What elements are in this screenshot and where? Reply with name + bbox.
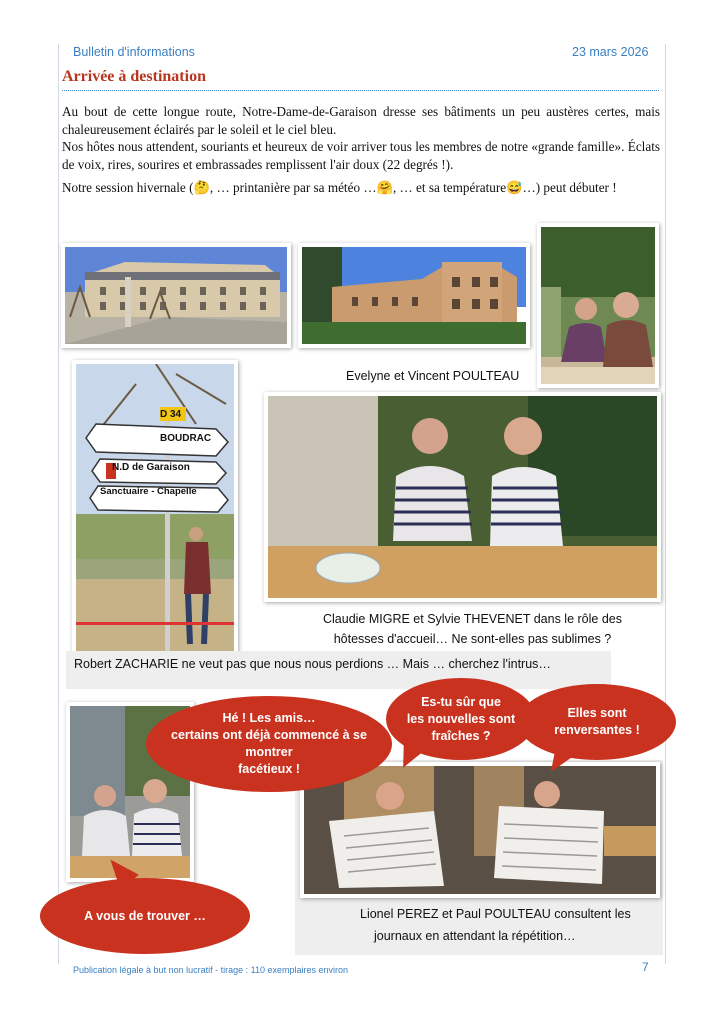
- photo-newspaper-readers: [300, 762, 660, 898]
- page-title: Arrivée à destination: [62, 68, 206, 85]
- page-number: 7: [642, 960, 649, 974]
- sign-sanctuaire: Sanctuaire - Chapelle: [100, 486, 197, 497]
- header-title: Bulletin d'informations: [73, 45, 195, 59]
- caption-readers: [360, 903, 631, 947]
- bubble-2-line3: fraîches ?: [431, 728, 491, 743]
- paragraph-2: Nos hôtes nous attendent, souriants et heureux de voir arriver tous les membres de notre «grande famille». Éclats de voix, rires, sourires et embrassades remplissent l'air doux (22 degrés !).: [62, 139, 660, 172]
- paragraph-3-part-d: …) peut débuter !: [522, 180, 617, 195]
- right-margin-line: [665, 44, 666, 964]
- hug-emoji-icon: 🤗: [376, 180, 393, 195]
- photo-hostesses: [264, 392, 661, 602]
- bubble-2-line2: les nouvelles sont: [406, 711, 516, 726]
- sweat-smile-emoji-icon: 😅: [506, 180, 523, 195]
- speech-bubble-find-out: [40, 878, 250, 954]
- photo-road-signs: [72, 360, 238, 655]
- bubble-1-line3: facétieux !: [238, 762, 300, 776]
- paragraph-1: Au bout de cette longue route, Notre-Dame-de-Garaison dresse ses bâtiments un peu austères certes, mais chaleureusement éclairés par le soleil et le ciel bleu.: [62, 104, 660, 137]
- bubble-3-line1: Elles sont: [567, 706, 627, 720]
- caption-hostesses-line1: Claudie MIGRE et Sylvie THEVENET dans le rôle des: [323, 612, 622, 626]
- photo-poulteau-couple: [537, 223, 659, 388]
- sign-boudrac: BOUDRAC: [160, 433, 212, 444]
- speech-bubble-news: [386, 678, 536, 760]
- speech-bubble-friends: [146, 696, 392, 792]
- paragraph-3-part-c: , … et sa température: [392, 180, 507, 195]
- caption-readers-line1: Lionel PEREZ et Paul POULTEAU consultent les: [360, 907, 631, 921]
- body-text: [62, 103, 660, 197]
- title-divider: [62, 90, 659, 91]
- caption-poulteau-couple: Evelyne et Vincent POULTEAU: [346, 369, 520, 383]
- header-date: 23 mars 2026: [572, 45, 649, 59]
- bubble-1-line2: certains ont déjà commencé à se montrer: [171, 728, 367, 759]
- bubble-1-line1: Hé ! Les amis…: [222, 711, 316, 725]
- caption-robert: Robert ZACHARIE ne veut pas que nous nous perdions … Mais … cherchez l'intrus…: [74, 657, 551, 671]
- thinking-emoji-icon: 🤔: [193, 180, 210, 195]
- speech-bubble-stunning: [518, 684, 676, 760]
- paragraph-3-part-a: Notre session hivernale (: [62, 180, 194, 195]
- sign-road-number: D 34: [160, 409, 182, 420]
- caption-hostesses-line2: hôtesses d'accueil… Ne sont-elles pas sublimes ?: [333, 632, 612, 646]
- bubble-4-text: A vous de trouver …: [84, 908, 206, 923]
- paragraph-3-part-b: , … printanière par sa météo …: [209, 180, 377, 195]
- bubble-3-line2: renversantes !: [554, 723, 640, 737]
- caption-hostesses: [323, 609, 622, 649]
- photo-garden-building: [298, 243, 530, 348]
- caption-readers-line2: journaux en attendant la répétition…: [374, 929, 576, 943]
- footer-legal: Publication légale à but non lucratif - tirage : 110 exemplaires environ: [73, 965, 348, 975]
- sign-nd-garaison: N.D de Garaison: [112, 462, 190, 473]
- paragraph-3: [62, 179, 660, 197]
- photo-sanctuary-building: [61, 243, 291, 348]
- bubble-2-line1: Es-tu sûr que: [421, 694, 501, 709]
- left-margin-line: [58, 44, 59, 964]
